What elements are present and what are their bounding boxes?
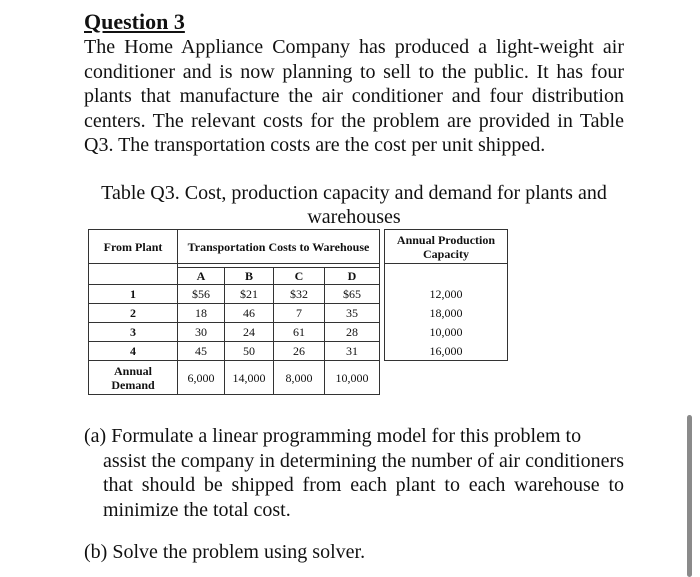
table-row [89,342,508,361]
table-row [89,285,508,304]
cost-cell: 45 [178,342,225,361]
cost-cell: $65 [325,285,380,304]
warehouse-b-header: B [225,268,274,285]
part-a-rest: assist the company in determining the number of air conditioners that should be shipped from each plant to each warehouse to minimize the total cost. [103,449,624,521]
cost-cell: 50 [225,342,274,361]
part-b: (b) Solve the problem using solver. [84,541,366,563]
cost-cell: $56 [178,285,225,304]
scrollbar[interactable] [687,415,692,577]
warehouse-c-header: C [274,268,325,285]
warehouse-d-header: D [325,268,380,285]
cost-cell: 26 [274,342,325,361]
capacity-header-line2: Capacity [423,246,469,261]
capacity-header [385,230,508,264]
demand-cell: 10,000 [325,361,380,395]
cost-cell: 61 [274,323,325,342]
warehouse-header-row [89,268,508,285]
part-a-first-line: (a) Formulate a linear programming model for this problem to [84,425,582,447]
demand-cell: 6,000 [178,361,225,395]
plant-label: 3 [89,323,178,342]
table-caption [84,181,624,229]
demand-label-line2: Demand [111,377,155,392]
part-a [84,424,624,522]
question-intro: The Home Appliance Company has produced a light-weight air conditioner and is now planning to sell to the public. It has four plants that manufacture the air conditioner and four distribution centers. The relevant costs for the problem are provided in Table Q3. The transportation costs are the cost per unit shipped. [84,36,624,156]
plant-label: 1 [89,285,178,304]
table-caption-line1: Table Q3. Cost, production capacity and demand for plants and [101,182,607,204]
demand-cell: 8,000 [274,361,325,395]
warehouse-a-header: A [178,268,225,285]
cost-cell: 7 [274,304,325,323]
cost-cell: 24 [225,323,274,342]
capacity-cell: 16,000 [385,342,508,361]
cost-cell: 30 [178,323,225,342]
from-plant-header: From Plant [89,230,178,264]
table-row [89,323,508,342]
cost-cell: $32 [274,285,325,304]
cost-table-wrapper [88,229,508,395]
cost-cell: $21 [225,285,274,304]
capacity-cell: 12,000 [385,285,508,304]
capacity-cell: 10,000 [385,323,508,342]
plant-label: 4 [89,342,178,361]
cost-cell: 46 [225,304,274,323]
cost-cell: 35 [325,304,380,323]
plant-label: 2 [89,304,178,323]
capacity-cell: 18,000 [385,304,508,323]
table-header-row [89,230,508,264]
cost-cell: 18 [178,304,225,323]
demand-label [89,361,178,395]
capacity-header-line1: Annual Production [396,232,496,247]
question-heading: Question 3 [84,9,185,34]
demand-cell: 14,000 [225,361,274,395]
cost-table [88,229,508,395]
demand-label-line1: Annual [113,363,153,378]
transport-costs-header: Transportation Costs to Warehouse [178,230,380,264]
cost-cell: 31 [325,342,380,361]
table-row [89,304,508,323]
demand-row [89,361,508,395]
cost-cell: 28 [325,323,380,342]
table-caption-line2: warehouses [307,206,401,228]
